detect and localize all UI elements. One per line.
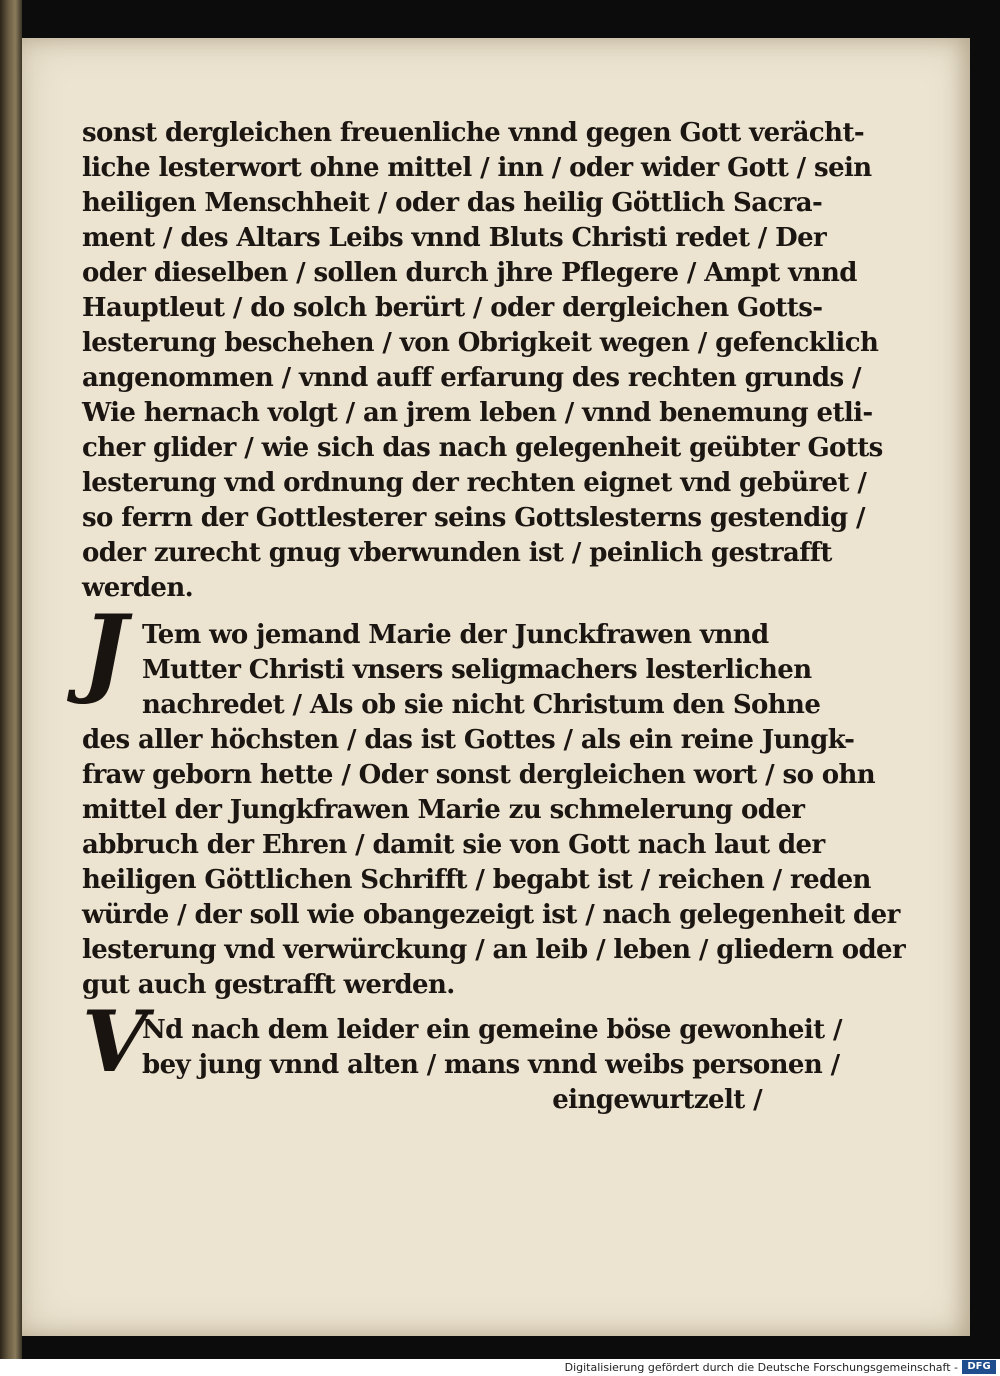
- text-line: Tem wo jemand Marie der Junckfrawen vnnd: [142, 620, 769, 650]
- text-line: nachredet / Als ob sie nicht Christum den Sohne: [142, 690, 821, 720]
- dfg-logo[interactable]: DFG: [962, 1360, 996, 1374]
- text-line: lesterung vnd verwürckung / an leib / leben / gliedern oder: [82, 935, 906, 965]
- text-line: abbruch der Ehren / damit sie von Gott nach laut der: [82, 830, 825, 860]
- text-line: des aller höchsten / das ist Gottes / als ein reine Jungk-: [82, 725, 855, 755]
- text-line: oder zurecht gnug vberwunden ist / peinlich gestrafft: [82, 538, 832, 568]
- drop-capital-v: V: [82, 992, 148, 1091]
- text-line: Wie hernach volgt / an jrem leben / vnnd benemung etli-: [82, 398, 873, 428]
- text-line: bey jung vnnd alten / mans vnnd weibs personen /: [142, 1050, 840, 1080]
- text-line: sonst dergleichen freuenliche vnnd gegen Gott verächt-: [82, 118, 865, 148]
- footer-bar: [0, 1359, 1000, 1376]
- funding-credit: Digitalisierung gefördert durch die Deutsche Forschungsgemeinschaft -: [564, 1361, 958, 1374]
- text-line: liche lesterwort ohne mittel / inn / oder wider Gott / sein: [82, 153, 872, 183]
- text-line: cher glider / wie sich das nach gelegenheit geübter Gotts: [82, 433, 883, 463]
- text-line: fraw geborn hette / Oder sonst dergleichen wort / so ohn: [82, 760, 876, 790]
- text-line: heiligen Menschheit / oder das heilig Göttlich Sacra-: [82, 188, 823, 218]
- text-line: Nd nach dem leider ein gemeine böse gewonheit /: [142, 1015, 842, 1045]
- text-line: Mutter Christi vnsers seligmachers lesterlichen: [142, 655, 812, 685]
- text-line: mittel der Jungkfrawen Marie zu schmelerung oder: [82, 795, 805, 825]
- text-line: gut auch gestrafft werden.: [82, 970, 455, 1000]
- text-line: lesterung beschehen / von Obrigkeit wegen / gefencklich: [82, 328, 879, 358]
- text-line: angenommen / vnnd auff erfarung des rechten grunds /: [82, 363, 861, 393]
- text-line: oder dieselben / sollen durch jhre Pflegere / Ampt vnnd: [82, 258, 857, 288]
- text-line: heiligen Göttlichen Schrifft / begabt ist / reichen / reden: [82, 865, 871, 895]
- text-line: Hauptleut / do solch berürt / oder dergleichen Gotts-: [82, 293, 823, 323]
- text-line: so ferrn der Gottlesterer seins Gottslesterns gestendig /: [82, 503, 865, 533]
- text-line: lesterung vnd ordnung der rechten eignet vnd gebüret /: [82, 468, 867, 498]
- text-line: ment / des Altars Leibs vnnd Bluts Christi redet / Der: [82, 223, 827, 253]
- drop-capital-j: J: [82, 594, 128, 707]
- book-page: [22, 38, 970, 1336]
- text-line: würde / der soll wie obangezeigt ist / nach gelegenheit der: [82, 900, 900, 930]
- catchword: eingewurtzelt /: [552, 1085, 762, 1115]
- text-line: werden.: [82, 573, 194, 603]
- book-spine-edge: [0, 0, 22, 1359]
